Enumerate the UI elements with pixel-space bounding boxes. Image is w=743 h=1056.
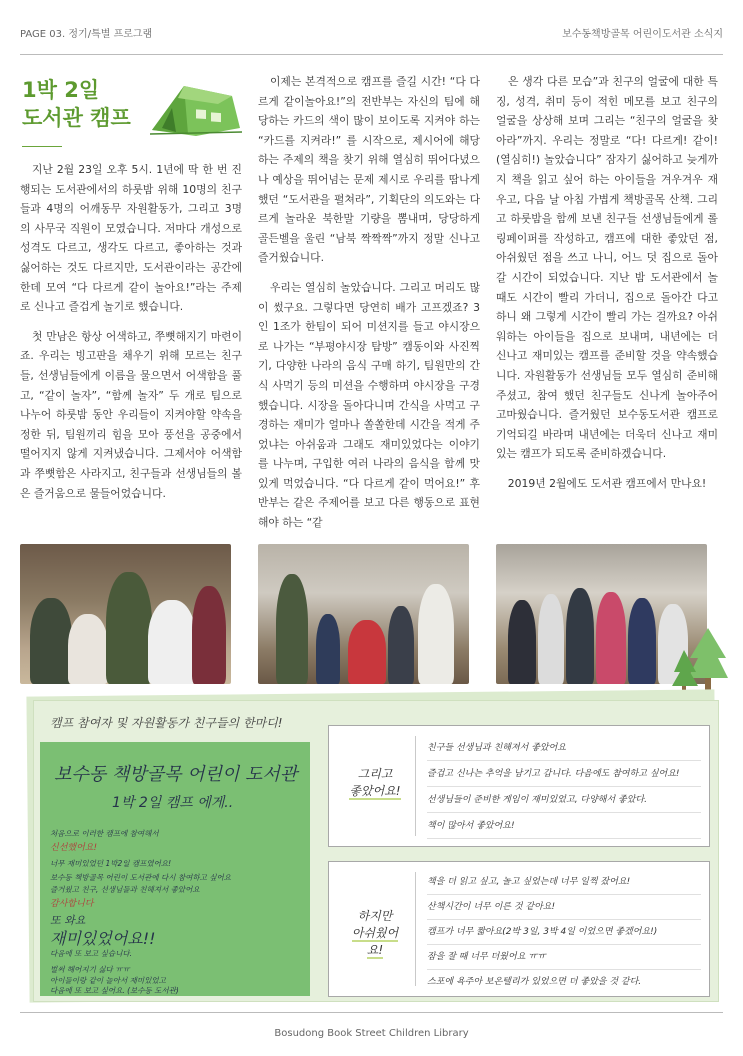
bad-header: 하지만 아쉬웠어요!: [351, 909, 399, 957]
article-paragraph: 은 생각 다른 모습”과 친구의 얼굴에 대한 특징, 성격, 취미 등이 적힌 메모를 보고 친구의 얼굴을 상상해 보며 그리는 “친구의 얼굴을 찾아라”까지. 우리는 정말로 “다! 다르게! 같이! (열심히!) 놀았습니다” 잠자기 싫어하고 늦게까지 책을 읽고 싶어 하는 아이들을 겨우겨우 재우고, 다음 날 아침 가볍게 책방골목 산책. 그리고 하룻밤을 함께 보낸 친구들 선생님들에게 롤링페이퍼를 작성하고, 캠프에 대한 좋았던 점, 아쉬웠던 점을 쓰고 나니, 어느 덧 집으로 돌아갈 시간이 되었습니다. 지난 밤 도서관에서 놀 때도 시간이 빨리 가더니, 집으로 돌아간 다고 하니 왜 그렇게 시간이 빨리 가는 걸까요? 아쉬워하는 아이들을 집으로 보내며, 내년에는 더 신나고 재미있는 캠프를 준비할 것을 약속했습니다. 자원활동가 선생님들 모두 열심히 준비해주셨고, 참여 했던 친구들도 신나게 놀아주어 고마웠습니다. 즐거웠던 보수동도서관 캠프로 기억되길 바라며 내년에는 더욱더 신나고 재미있는 캠프가 되도록 준비하겠습니다.: [496, 75, 718, 461]
article-closing: 2019년 2월에도 도서관 캠프에서 만나요!: [507, 476, 707, 490]
footer-divider: [20, 1012, 723, 1013]
title-underline: [22, 146, 62, 147]
note-line: 재미있었어요!!: [50, 929, 156, 948]
footer-label: Bosudong Book Street Children Library: [274, 1028, 469, 1039]
note-line: 너무 재미있었던 1박2일 캠프였어요!: [50, 859, 172, 868]
feedback-good-item: 책이 많아서 좋았어요!: [427, 814, 701, 839]
article-paragraph: 우리는 열심히 놀았습니다. 그리고 머리도 많이 썼구요. 그렇다면 당연히 배가 고프겠죠? 3인 1조가 한팀이 되어 미션지를 들고 야시장으로 나가는 “부평야시장 탐방” 캠동이와 사진찍기, 다양한 나라의 음식 구매 하기, 팀원만의 간식 사먹기 등의 미션을 수행하며 야시장을 구경했습니다. 시장을 돌아다니며 간식을 사먹고 구경하는 재미가 얼마나 쏠쏠한데 시간을 적게 주었냐는 아쉬움과 그래도 재미있었다는 이야기를 나누며, 구입한 여러 나라의 음식을 함께 맛있게 먹었습니다. “다 다르게 같이 먹어요!” 후반부는 같은 주제어를 보고 다른 행동으로 표현해야 하는 “같: [258, 280, 480, 530]
note-line: 또 와요: [50, 914, 86, 927]
article-paragraph: 첫 만남은 항상 어색하고, 쭈뼛해지기 마련이죠. 우리는 빙고판을 채우기 위해 모르는 친구들, 선생님들에게 이름을 물으면서 어색함을 풀고, “같이 놀자”, “함께 놀자” 두 개로 팀으로 나누어 하룻밤 동안 우리들이 지켜야할 약속을 정한 뒤, 팀원끼리 힘을 모아 풍선을 공중에서 떨어지지 않게 지켜냈습니다. 그제서야 어색함과 쭈뼛함은 사라지고, 친구들과 선생님들의 볼은 즐거움으로 물들어었습니다.: [20, 329, 242, 500]
article-title-line1: 1박 2일: [22, 78, 100, 102]
feedback-bad-box: [328, 861, 710, 997]
tent-icon: [148, 78, 244, 140]
page-header: [20, 25, 723, 41]
camp-photo-2: [258, 544, 469, 684]
note-line: 1박 2일 캠프 에게..: [112, 795, 234, 811]
note-line: 벌써 헤어지기 싫다 ㅠㅠ: [50, 965, 130, 974]
feedback-bad-item: 스포에 욕주아 보온텔리가 있었으면 더 좋았을 것 같다.: [427, 977, 642, 987]
note-line: 처음으로 이러한 캠프에 참여해서: [50, 829, 159, 838]
header-divider: [20, 54, 723, 55]
note-line: 신선했어요!: [50, 843, 98, 853]
article-column-2: [258, 72, 480, 543]
note-line: 다음에 또 보고 싶어요. (보수동 도서관): [50, 986, 179, 995]
box-divider: [415, 736, 416, 836]
note-line: 아이들이랑 같이 놀아서 재미있었고: [50, 976, 166, 985]
box-divider: [415, 872, 416, 986]
note-line: 보수동 책방골목 어린이 도서관: [54, 764, 298, 785]
newsletter-name: 보수동책방골목 어린이도서관 소식지: [562, 29, 723, 40]
feedback-bad-item: 캠프가 너무 짧아요(2박 3일, 3박 4일 이었으면 좋겠어요!): [427, 920, 701, 945]
pine-trees-icon: [672, 628, 728, 694]
article-paragraph: 이제는 본격적으로 캠프를 즐길 시간! “다 다르게 같이놀아요!”의 전반부는 자신의 팀에 해당하는 카드의 색이 많이 보이도록 지켜야 하는 “카드를 지켜라!” 를 시작으로, 제시어에 해당하는 주제의 책을 찾기 위해 열심히 뛰어다녔으나 예상을 뛰어넘는 문제 제시로 우리를 땀나게 했던 “도서관을 펼쳐라”, 기획단의 의도와는 다르게 놀라운 북한말 기량을 뽐내며, 당당하게 골든벨을 울린 “남북 짝짝짝”까지 정말 신나고 즐거웠습니다.: [258, 75, 480, 265]
feedback-bad-item: 산책시간이 너무 이른 것 같아요!: [427, 895, 701, 920]
handwritten-note: [40, 742, 310, 996]
feedback-good-item: 즐겁고 신나는 추억을 남기고 갑니다. 다음에도 참여하고 싶어요!: [427, 762, 701, 787]
feedback-bad-item: 잠을 잘 때 너무 더웠어요 ㅠㅠ: [427, 945, 701, 970]
page-number-label: PAGE 03. 정기/특별 프로그램: [20, 29, 153, 40]
feedback-good-item: 선생님들이 준비한 게임이 재미있었고, 다양해서 좋았다.: [427, 788, 701, 813]
article-column-1: [20, 160, 242, 513]
note-line: 즐거웠고 친구, 선생님들과 친해져서 좋았어요: [50, 885, 200, 894]
article-paragraph: 지난 2월 23일 오후 5시. 1년에 딱 한 번 진행되는 도서관에서의 하룻밤 위해 10명의 친구들과 4명의 어깨동무 자원활동가, 그리고 3명의 사무국 직원이 모였습니다. 저마다 개성으로 성격도 다르고, 생각도 다르고, 좋아하는 것과 싫어하는 것도 다르지만, 도서관이라는 공간에 한데 모여 “다 다르게 같이 놀아요!”라는 주제로 신나고 즐겁게 놀기로 했습니다.: [20, 163, 242, 314]
camp-photo-1: [20, 544, 231, 684]
feedback-bad-item: 책을 더 읽고 싶고, 놀고 싶었는데 너무 일찍 잤어요!: [427, 870, 701, 895]
article-column-3: [496, 72, 718, 503]
feedback-title: 캠프 참여자 및 자원활동가 친구들의 한마디!: [50, 716, 283, 730]
note-line: 감사합니다: [50, 899, 94, 909]
note-line: 보수동 책방골목 어린이 도서관에 다시 참여하고 싶어요: [50, 873, 231, 882]
feedback-good-item: 친구들 선생님과 친해져서 좋았어요: [427, 736, 701, 761]
note-line: 다음에 또 보고 싶습니다.: [50, 949, 132, 958]
article-title-line2: 도서관 캠프: [22, 106, 131, 130]
feedback-good-box: [328, 725, 710, 847]
good-header: 그리고 좋았어요!: [349, 767, 401, 798]
